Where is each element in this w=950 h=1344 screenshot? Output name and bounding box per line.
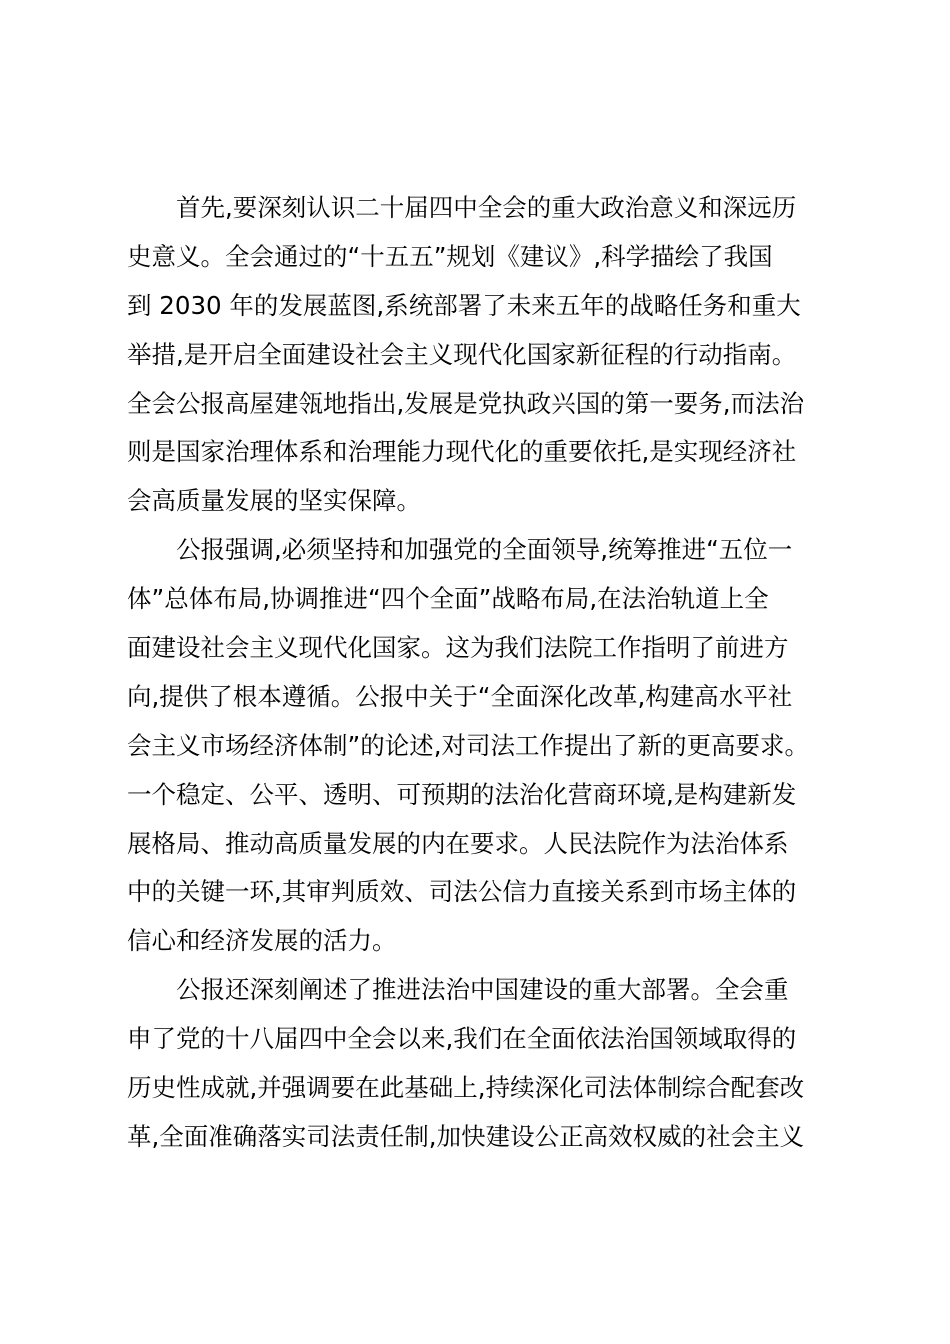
document-body bbox=[127, 184, 847, 1162]
paragraph-line: 会主义市场经济体制”的论述,对司法工作提出了新的更高要求。 bbox=[127, 730, 809, 760]
paragraph-line: 体”总体布局,协调推进“四个全面”战略布局,在法治轨道上全 bbox=[127, 584, 769, 614]
paragraph-line: 信心和经济发展的活力。 bbox=[127, 926, 397, 956]
paragraph-line: 面建设社会主义现代化国家。这为我们法院工作指明了前进方 bbox=[127, 633, 789, 663]
paragraph-line: 历史性成就,并强调要在此基础上,持续深化司法体制综合配套改 bbox=[127, 1073, 805, 1103]
paragraph-line: 到 2030 年的发展蓝图,系统部署了未来五年的战略任务和重大 bbox=[127, 290, 801, 320]
paragraph-line: 会高质量发展的坚实保障。 bbox=[127, 486, 421, 516]
paragraph-line: 公报还深刻阐述了推进法治中国建设的重大部署。全会重 bbox=[176, 975, 789, 1005]
paragraph-line: 展格局、推动高质量发展的内在要求。人民法院作为法治体系 bbox=[127, 828, 789, 858]
paragraph-line: 公报强调,必须坚持和加强党的全面领导,统筹推进“五位一 bbox=[176, 535, 793, 565]
paragraph-line: 中的关键一环,其审判质效、司法公信力直接关系到市场主体的 bbox=[127, 877, 797, 907]
paragraph-3 bbox=[127, 966, 847, 1162]
paragraph-line: 首先,要深刻认识二十届四中全会的重大政治意义和深远历 bbox=[176, 193, 797, 222]
paragraph-line: 则是国家治理体系和治理能力现代化的重要依托,是实现经济社 bbox=[127, 437, 797, 467]
paragraph-line: 申了党的十八届四中全会以来,我们在全面依法治国领域取得的 bbox=[127, 1024, 797, 1054]
paragraph-line: 举措,是开启全面建设社会主义现代化国家新征程的行动指南。 bbox=[127, 339, 797, 369]
paragraph-2 bbox=[127, 526, 847, 966]
paragraph-line: 全会公报高屋建瓴地指出,发展是党执政兴国的第一要务,而法治 bbox=[127, 388, 805, 418]
paragraph-line: 一个稳定、公平、透明、可预期的法治化营商环境,是构建新发 bbox=[127, 779, 797, 809]
paragraph-line: 向,提供了根本遵循。公报中关于“全面深化改革,构建高水平社 bbox=[127, 681, 793, 711]
paragraph-line: 革,全面准确落实司法责任制,加快建设公正高效权威的社会主义 bbox=[127, 1121, 805, 1151]
paragraph-line: 史意义。全会通过的“十五五”规划《建议》,科学描绘了我国 bbox=[127, 241, 773, 271]
paragraph-1 bbox=[127, 184, 847, 526]
